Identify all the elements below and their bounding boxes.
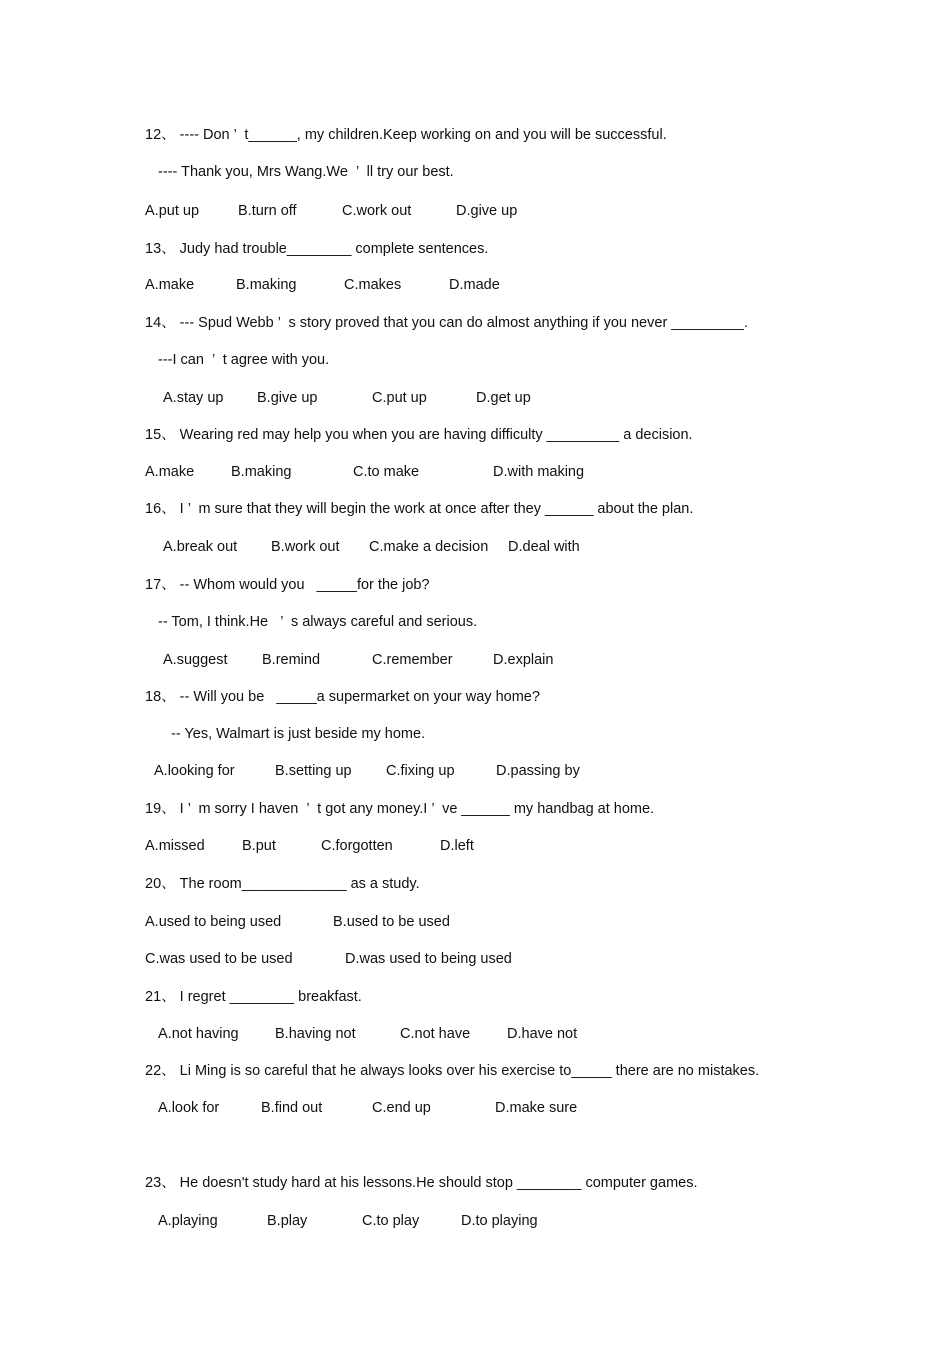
- question-13-option-d: D.made: [449, 277, 500, 293]
- question-23-option-d: D.to playing: [461, 1213, 538, 1229]
- question-15-option-c: C.to make: [353, 464, 420, 480]
- question-19-stem: 19、 I ’ m sorry I haven ’ t got any money.I ’ ve ______ my handbag at home.: [145, 801, 655, 817]
- question-17-option-a: A.suggest: [163, 652, 228, 668]
- question-14-option-b: B.give up: [257, 390, 318, 406]
- question-23-option-b: B.play: [267, 1213, 308, 1229]
- question-18-option-c: C.fixing up: [386, 763, 455, 779]
- question-18-stem: 18、 -- Will you be _____a supermarket on your way home?: [145, 689, 540, 705]
- question-17-option-b: B.remind: [262, 652, 321, 668]
- question-23-stem: 23、 He doesn't study hard at his lessons.He should stop ________ computer games.: [145, 1175, 698, 1191]
- question-12-option-d: D.give up: [456, 203, 518, 219]
- question-14-option-c: C.put up: [372, 390, 427, 406]
- question-22-option-d: D.make sure: [495, 1100, 578, 1116]
- question-15-option-d: D.with making: [493, 464, 585, 480]
- question-16-stem: 16、 I ’ m sure that they will begin the work at once after they ______ about the plan.: [145, 501, 694, 517]
- question-20-option-b: B.used to be used: [333, 914, 450, 930]
- question-20-stem: 20、 The room_____________ as a study.: [145, 876, 420, 892]
- question-19-option-b: B.put: [242, 838, 276, 854]
- question-14-reply: ---I can ’ t agree with you.: [158, 352, 330, 368]
- question-16-option-b: B.work out: [271, 539, 340, 555]
- question-19-option-a: A.missed: [145, 838, 205, 854]
- question-21-option-d: D.have not: [507, 1026, 578, 1042]
- question-23-option-a: A.playing: [158, 1213, 218, 1229]
- question-13-option-b: B.making: [236, 277, 297, 293]
- question-15-stem: 15、 Wearing red may help you when you are having difficulty _________ a decision.: [145, 427, 693, 443]
- question-15-option-b: B.making: [231, 464, 292, 480]
- question-13-stem: 13、 Judy had trouble________ complete sentences.: [145, 241, 489, 257]
- question-22-option-a: A.look for: [158, 1100, 220, 1116]
- question-12-option-b: B.turn off: [238, 203, 297, 219]
- question-17-option-d: D.explain: [493, 652, 554, 668]
- question-21-option-a: A.not having: [158, 1026, 239, 1042]
- question-13-option-a: A.make: [145, 277, 195, 293]
- question-21-option-b: B.having not: [275, 1026, 356, 1042]
- question-16-option-a: A.break out: [163, 539, 238, 555]
- question-18-option-d: D.passing by: [496, 763, 580, 779]
- question-16-option-d: D.deal with: [508, 539, 580, 555]
- question-14-option-a: A.stay up: [163, 390, 224, 406]
- question-15-option-a: A.make: [145, 464, 195, 480]
- question-20-option-a: A.used to being used: [145, 914, 282, 930]
- question-19-option-c: C.forgotten: [321, 838, 393, 854]
- question-12-reply: ---- Thank you, Mrs Wang.We ’ ll try our best.: [158, 164, 454, 180]
- question-23-option-c: C.to play: [362, 1213, 420, 1229]
- question-12-option-c: C.work out: [342, 203, 412, 219]
- question-14-stem: 14、 --- Spud Webb ’ s story proved that you can do almost anything if you never _________.: [145, 315, 748, 331]
- question-21-stem: 21、 I regret ________ breakfast.: [145, 989, 362, 1005]
- question-16-option-c: C.make a decision: [369, 539, 489, 555]
- question-22-option-b: B.find out: [261, 1100, 323, 1116]
- question-18-option-a: A.looking for: [154, 763, 235, 779]
- question-20-option-d: D.was used to being used: [345, 951, 512, 967]
- question-13-option-c: C.makes: [344, 277, 402, 293]
- question-21-option-c: C.not have: [400, 1026, 471, 1042]
- question-17-option-c: C.remember: [372, 652, 453, 668]
- question-22-option-c: C.end up: [372, 1100, 431, 1116]
- question-17-reply: -- Tom, I think.He ’ s always careful and serious.: [158, 614, 478, 630]
- question-17-stem: 17、 -- Whom would you _____for the job?: [145, 577, 430, 593]
- question-22-stem: 22、 Li Ming is so careful that he always looks over his exercise to_____ there are no mistakes.: [145, 1063, 760, 1079]
- question-20-option-c: C.was used to be used: [145, 951, 293, 967]
- question-12-option-a: A.put up: [145, 203, 200, 219]
- question-18-option-b: B.setting up: [275, 763, 352, 779]
- question-19-option-d: D.left: [440, 838, 474, 854]
- question-18-reply: -- Yes, Walmart is just beside my home.: [171, 726, 426, 742]
- question-12-stem: 12、 ---- Don ’ t______, my children.Keep working on and you will be successful.: [145, 127, 667, 143]
- question-14-option-d: D.get up: [476, 390, 531, 406]
